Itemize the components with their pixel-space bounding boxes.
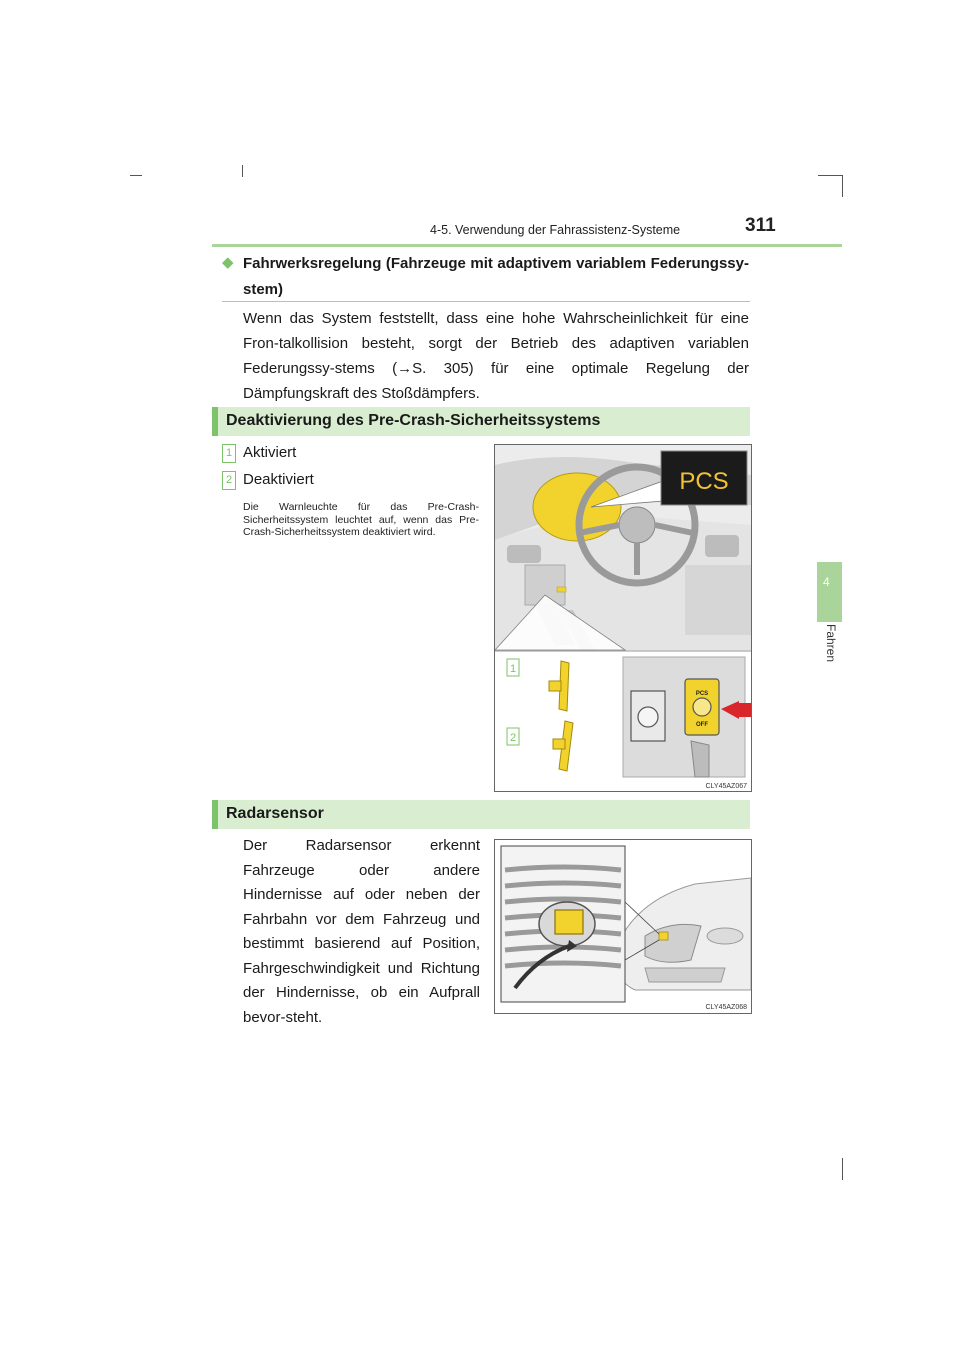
crop-mark (842, 1158, 843, 1180)
subsection-rule (222, 301, 750, 302)
pcs-illustration (495, 445, 751, 791)
section-title-deactivation: Deaktivierung des Pre-Crash-Sicherheitssystems (226, 412, 601, 429)
header-rule (212, 244, 842, 247)
section-title-radar: Radarsensor (226, 805, 324, 822)
radar-paragraph: Der Radarsensor erkennt Fahrzeuge oder andere Hindernisse auf oder neben der Fahrbahn vor dem Fahrzeug und bestimmt basierend auf Position, Fahrgeschwindigkeit und Richtung der Hindernisse, ob ein Aufprall bevor-steht. (243, 837, 480, 1026)
chapter-name: Fahren (824, 624, 838, 663)
item-label-activated: Aktiviert (243, 444, 297, 461)
crop-mark (842, 175, 843, 197)
crop-mark (242, 165, 243, 177)
figure-code: CLY45AZ068 (705, 1004, 747, 1011)
warning-note: Die Warnleuchte für das Pre-Crash-Sicherheitssystem leuchtet auf, wenn das Pre-Crash-Sicherheitssystem deaktiviert wird. (243, 501, 479, 538)
chapter-tab (817, 562, 842, 622)
subsection-heading: Fahrwerksregelung (Fahrzeuge mit adaptivem variablem Federungssy-stem) (243, 255, 749, 298)
radar-figure (494, 839, 752, 1014)
pcs-figure (494, 444, 752, 792)
figure-callout-2: 2 (509, 732, 517, 744)
item-label-deactivated: Deaktiviert (243, 471, 314, 488)
page-number: 311 (745, 215, 776, 236)
crop-mark (130, 175, 142, 176)
pcs-button-label-bottom: OFF (696, 722, 708, 728)
figure-callout-1: 1 (509, 663, 517, 675)
diamond-bullet-icon: ◆ (222, 254, 234, 271)
pcs-indicator-label: PCS (679, 468, 729, 495)
running-header: 4-5. Verwendung der Fahrassistenz-Systeme (430, 223, 681, 237)
crop-mark (818, 175, 842, 176)
suspension-paragraph: Wenn das System feststellt, dass eine hohe Wahrscheinlichkeit für eine Fron-talkollision besteht, sorgt der Betrieb des adaptiven variablen Federungssy-stems (→S. 305) für eine optimale Regelung der Dämpfungskraft des Stoßdämpfers. (243, 310, 749, 402)
chapter-number: 4 (823, 575, 830, 589)
pcs-button-label-top: PCS (695, 691, 709, 697)
item-number-2: 2 (222, 471, 236, 490)
item-number-1: 1 (222, 444, 236, 463)
radar-illustration (495, 840, 751, 1013)
figure-code: CLY45AZ067 (705, 783, 747, 790)
